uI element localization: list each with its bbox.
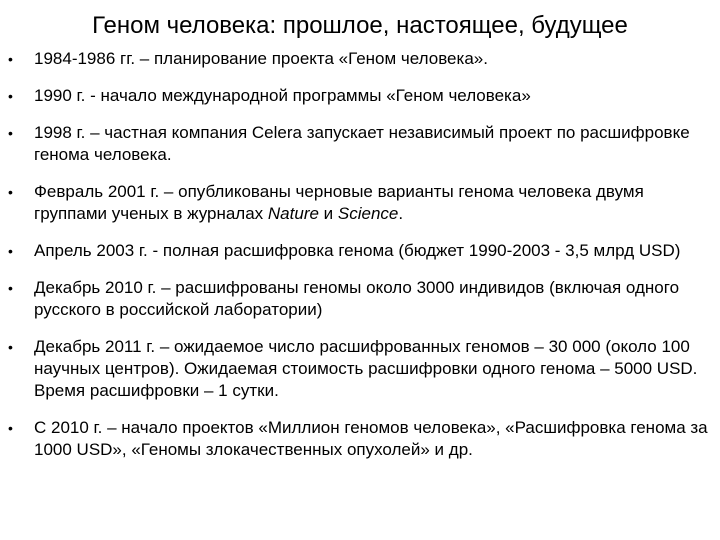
bullet-icon: • — [8, 184, 13, 200]
journal-science: Science — [337, 204, 399, 223]
item-text: Декабрь 2011 г. – ожидаемое число расшифрованных геномов – 30 000 (около 100 научных центров). Ожидаемая стоимость расшифровки одного генома – 5000 USD. Время расшифровки – 1 сутки. — [34, 337, 698, 400]
item-text-post: . — [398, 204, 404, 223]
journal-nature: Nature — [267, 204, 319, 223]
item-text: 1990 г. - начало международной программы «Геном человека» — [34, 86, 531, 105]
list-item — [0, 122, 720, 166]
item-text: 1998 г. – частная компания Celera запускает независимый проект по расшифровке генома человека. — [34, 123, 690, 164]
list-item — [0, 417, 720, 461]
slide-title: Геном человека: прошлое, настоящее, будущее — [92, 12, 628, 39]
bullet-icon: • — [8, 51, 13, 67]
item-text: Апрель 2003 г. - полная расшифровка генома (бюджет 1990-2003 - 3,5 млрд USD) — [34, 241, 681, 260]
item-text — [34, 182, 644, 223]
bullet-icon: • — [8, 125, 13, 141]
bullet-icon: • — [8, 339, 13, 355]
item-text-pre: Февраль 2001 г. – опубликованы черновые варианты генома человека двумя группами ученых в журналах — [34, 182, 644, 223]
bullet-icon: • — [8, 420, 13, 436]
list-item — [0, 240, 720, 262]
timeline-list — [0, 48, 720, 461]
item-text: 1984-1986 гг. – планирование проекта «Геном человека». — [34, 49, 488, 68]
bullet-icon: • — [8, 88, 13, 104]
list-item — [0, 336, 720, 402]
list-item — [0, 48, 720, 70]
item-text: С 2010 г. – начало проектов «Миллион геномов человека», «Расшифровка генома за 1000 USD», «Геномы злокачественных опухолей» и др. — [34, 418, 708, 459]
bullet-icon: • — [8, 280, 13, 296]
item-text: Декабрь 2010 г. – расшифрованы геномы около 3000 индивидов (включая одного русского в российской лаборатории) — [34, 278, 680, 319]
list-item — [0, 277, 720, 321]
list-item — [0, 85, 720, 107]
item-text-mid: и — [318, 204, 338, 223]
list-item — [0, 181, 720, 225]
bullet-icon: • — [8, 243, 13, 259]
